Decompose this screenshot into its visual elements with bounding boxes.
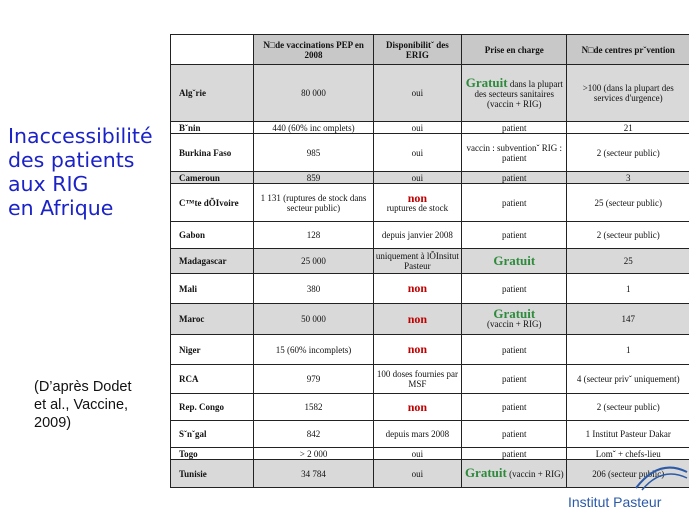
header-blank [171, 35, 254, 65]
title-line: en Afrique [8, 196, 114, 220]
gratuit-label: Gratuit [465, 74, 508, 90]
cell-coverage: patient [462, 421, 567, 448]
cell-coverage: patient [462, 222, 567, 249]
cell-vaccinations: > 2 000 [254, 448, 373, 460]
cell-centres: 2 (secteur public) [567, 222, 689, 249]
non-label: non [407, 342, 428, 356]
cell-centres: 2 (secteur public) [567, 134, 689, 172]
cell-vaccinations: 128 [254, 222, 373, 249]
cell-country: Togo [171, 448, 254, 460]
cell-centres: 1 Institut Pasteur Dakar [567, 421, 689, 448]
cell-country: Madagascar [171, 249, 254, 274]
cell-centres: 4 (secteur privˇ uniquement) [567, 365, 689, 394]
cell-country: Algˇrie [171, 65, 254, 122]
table-row [171, 222, 689, 249]
cell-vaccinations: 1 131 (ruptures de stock dans secteur public) [254, 184, 373, 222]
table-row [171, 184, 689, 222]
cell-coverage: vaccin : subventionˇ RIG : patient [462, 134, 567, 172]
table-row [171, 394, 689, 421]
cell-coverage: patient [462, 184, 567, 222]
cell-country: Rep. Congo [171, 394, 254, 421]
non-label: non [407, 311, 428, 326]
cell-country: RCA [171, 365, 254, 394]
cell-centres: 147 [567, 304, 689, 335]
slide-title [8, 124, 178, 220]
cell-erig: oui [373, 65, 461, 122]
cell-country: Burkina Faso [171, 134, 254, 172]
cell-country: Gabon [171, 222, 254, 249]
cell-centres: 25 (secteur public) [567, 184, 689, 222]
title-line: Inaccessibilité [8, 124, 153, 148]
cell-erig [373, 304, 461, 335]
institut-pasteur-logo-icon [634, 462, 689, 492]
table-row [171, 365, 689, 394]
cell-coverage [462, 65, 567, 122]
table-row [171, 304, 689, 335]
cell-vaccinations: 1582 [254, 394, 373, 421]
cell-coverage: patient [462, 274, 567, 304]
cell-coverage [462, 249, 567, 274]
table-header-row [171, 35, 689, 65]
table-row [171, 65, 689, 122]
table-row [171, 335, 689, 365]
cell-country: Bˇnin [171, 122, 254, 134]
cell-vaccinations: 859 [254, 172, 373, 184]
rig-access-table [170, 34, 689, 488]
cell-coverage: patient [462, 394, 567, 421]
source-line: (D’après Dodet [34, 379, 132, 395]
cell-country: Mali [171, 274, 254, 304]
table-row [171, 448, 689, 460]
cell-centres: 1 [567, 335, 689, 365]
coverage-note: dans la plupart des secteurs sanitaires (vaccin + RIG) [474, 78, 563, 109]
institut-pasteur-logo-text: Institut Pasteur [568, 494, 662, 510]
cell-erig: depuis janvier 2008 [373, 222, 461, 249]
table-row [171, 122, 689, 134]
gratuit-label: Gratuit [493, 252, 536, 268]
cell-centres: >100 (dans la plupart des services d'urgence) [567, 65, 689, 122]
cell-centres: Lomˇ + chefs-lieu [567, 448, 689, 460]
cell-coverage [462, 304, 567, 335]
coverage-note: (vaccin + RIG) [509, 469, 564, 479]
title-line: aux RIG [8, 172, 89, 196]
cell-vaccinations: 440 (60% inc omplets) [254, 122, 373, 134]
cell-vaccinations: 979 [254, 365, 373, 394]
cell-vaccinations: 25 000 [254, 249, 373, 274]
erig-note: ruptures de stock [386, 202, 449, 213]
cell-coverage: patient [462, 335, 567, 365]
cell-vaccinations: 34 784 [254, 460, 373, 488]
cell-erig: depuis mars 2008 [373, 421, 461, 448]
cell-country: Maroc [171, 304, 254, 335]
cell-country: Cameroun [171, 172, 254, 184]
table-row [171, 172, 689, 184]
table-row [171, 249, 689, 274]
cell-country: Tunisie [171, 460, 254, 488]
cell-country: C™te dÕIvoire [171, 184, 254, 222]
cell-centres: 2 (secteur public) [567, 394, 689, 421]
non-label: non [407, 281, 428, 295]
cell-vaccinations: 80 000 [254, 65, 373, 122]
cell-erig [373, 335, 461, 365]
cell-erig: oui [373, 460, 461, 488]
cell-vaccinations: 985 [254, 134, 373, 172]
gratuit-label: Gratuit [493, 306, 536, 321]
cell-country: Niger [171, 335, 254, 365]
non-label: non [407, 399, 428, 414]
header-erig-availability: Disponibilitˇ des ERIG [373, 35, 461, 65]
cell-centres: 1 [567, 274, 689, 304]
table-row [171, 460, 689, 488]
cell-coverage: patient [462, 448, 567, 460]
non-label: non [407, 190, 428, 205]
table-row [171, 274, 689, 304]
cell-erig: oui [373, 448, 461, 460]
cell-centres: 3 [567, 172, 689, 184]
source-line: et al., Vaccine, [34, 397, 129, 413]
cell-coverage: patient [462, 365, 567, 394]
cell-erig: 100 doses fournies par MSF [373, 365, 461, 394]
cell-centres: 25 [567, 249, 689, 274]
title-line: des patients [8, 148, 135, 172]
cell-erig: oui [373, 134, 461, 172]
cell-centres: 21 [567, 122, 689, 134]
source-line: 2009) [34, 415, 72, 431]
cell-erig: uniquement à lÕInsitut Pasteur [373, 249, 461, 274]
header-vaccinations: N□de vaccinations PEP en 2008 [254, 35, 373, 65]
cell-vaccinations: 15 (60% incomplets) [254, 335, 373, 365]
cell-erig: oui [373, 172, 461, 184]
cell-vaccinations: 842 [254, 421, 373, 448]
gratuit-label: Gratuit [464, 465, 507, 480]
coverage-note: (vaccin + RIG) [487, 319, 542, 329]
table-row [171, 421, 689, 448]
cell-coverage: patient [462, 172, 567, 184]
cell-coverage: patient [462, 122, 567, 134]
cell-erig [373, 184, 461, 222]
header-coverage: Prise en charge [462, 35, 567, 65]
header-centres: N□de centres prˇvention [567, 35, 689, 65]
cell-erig: oui [373, 122, 461, 134]
table-row [171, 134, 689, 172]
cell-erig [373, 394, 461, 421]
source-citation [34, 378, 164, 432]
cell-coverage [462, 460, 567, 488]
cell-erig [373, 274, 461, 304]
cell-country: Sˇnˇgal [171, 421, 254, 448]
cell-vaccinations: 50 000 [254, 304, 373, 335]
cell-centres: 206 (secteur public) [567, 460, 689, 488]
cell-vaccinations: 380 [254, 274, 373, 304]
